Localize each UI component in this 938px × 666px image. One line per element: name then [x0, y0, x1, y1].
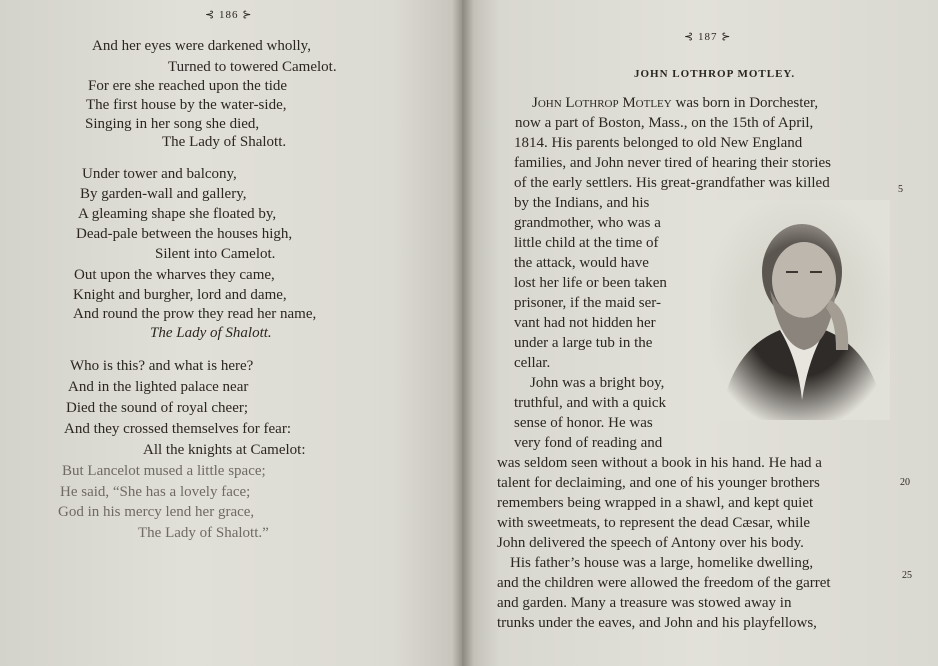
text-line: very fond of reading and: [514, 435, 663, 451]
poem-line: Turned to towered Camelot.: [168, 59, 337, 75]
text-line: John delivered the speech of Antony over his body.: [497, 535, 804, 551]
text-line: talent for declaiming, and one of his younger brothers: [497, 475, 820, 491]
text-line: cellar.: [514, 355, 551, 371]
poem-line: By garden-wall and gallery,: [80, 186, 247, 202]
poem-line: And they crossed themselves for fear:: [64, 421, 292, 437]
poem-line: Silent into Camelot.: [155, 246, 276, 262]
poem-line: God in his mercy lend her grace,: [58, 504, 255, 520]
text-line: under a large tub in the: [514, 335, 653, 351]
text-line: truthful, and with a quick: [514, 395, 667, 411]
poem-line: Singing in her song she died,: [85, 116, 260, 132]
text-line: sense of honor. He was: [514, 415, 653, 431]
poem-line: Dead-pale between the houses high,: [76, 226, 293, 242]
line-number: 5: [898, 184, 903, 195]
left-page-number: ⊰ 186 ⊱: [205, 9, 253, 21]
poem-line: He said, “She has a lovely face;: [60, 484, 251, 500]
poem-line: The Lady of Shalott.: [162, 134, 287, 150]
poem-line: The Lady of Shalott.: [150, 325, 272, 341]
poem-line: Under tower and balcony,: [82, 166, 237, 182]
text-line: vant had not hidden her: [514, 315, 656, 331]
poem-line: A gleaming shape she floated by,: [78, 206, 277, 222]
text-line: lost her life or been taken: [514, 275, 667, 291]
poem-line: And her eyes were darkened wholly,: [92, 38, 311, 54]
text-line: families, and John never tired of hearing their stories: [514, 155, 831, 171]
text-line: grandmother, who was a: [514, 215, 661, 231]
text-line: and the children were allowed the freedom of the garret: [497, 575, 831, 591]
poem-line: And in the lighted palace near: [68, 379, 249, 395]
text-line: by the Indians, and his: [514, 195, 650, 211]
poem-line: But Lancelot mused a little space;: [62, 463, 266, 479]
poem-line: The first house by the water-side,: [86, 97, 287, 113]
text-line: the attack, would have: [514, 255, 649, 271]
lead-name: John Lothrop Motley: [532, 95, 672, 111]
right-page-number: ⊰ 187 ⊱: [684, 31, 732, 43]
text-line: was seldom seen without a book in his hand. He had a: [497, 455, 822, 471]
text-line: of the early settlers. His great-grandfather was killed: [514, 175, 830, 191]
text-line: prisoner, if the maid ser-: [514, 295, 661, 311]
left-page: [0, 0, 462, 666]
portrait-image: [710, 200, 890, 420]
book-gutter: [452, 0, 474, 666]
text-line: His father’s house was a large, homelike dwelling,: [510, 555, 814, 571]
text-line: trunks under the eaves, and John and his playfellows,: [497, 615, 817, 631]
line-number: 20: [900, 477, 910, 488]
poem-line: Knight and burgher, lord and dame,: [73, 287, 287, 303]
line-number: 25: [902, 570, 912, 581]
text-line: little child at the time of: [514, 235, 659, 251]
text-line: John Lothrop Motley was born in Dorchester,: [532, 95, 819, 111]
poem-line: Out upon the wharves they came,: [74, 267, 275, 283]
chapter-title: JOHN LOTHROP MOTLEY.: [634, 68, 796, 80]
text-line: John was a bright boy,: [530, 375, 665, 391]
right-page: [462, 0, 938, 666]
text-line: remembers being wrapped in a shawl, and kept quiet: [497, 495, 814, 511]
text-line: with sweetmeats, to represent the dead Cæsar, while: [497, 515, 811, 531]
poem-line: And round the prow they read her name,: [73, 306, 317, 322]
poem-line: For ere she reached upon the tide: [88, 78, 288, 94]
poem-line: All the knights at Camelot:: [143, 442, 306, 458]
text-line: and garden. Many a treasure was stowed away in: [497, 595, 792, 611]
poem-line: The Lady of Shalott.”: [138, 525, 269, 541]
text-line: now a part of Boston, Mass., on the 15th of April,: [515, 115, 814, 131]
text-line: 1814. His parents belonged to old New England: [514, 135, 803, 151]
poem-line: Died the sound of royal cheer;: [66, 400, 249, 416]
poem-line: Who is this? and what is here?: [70, 358, 254, 374]
